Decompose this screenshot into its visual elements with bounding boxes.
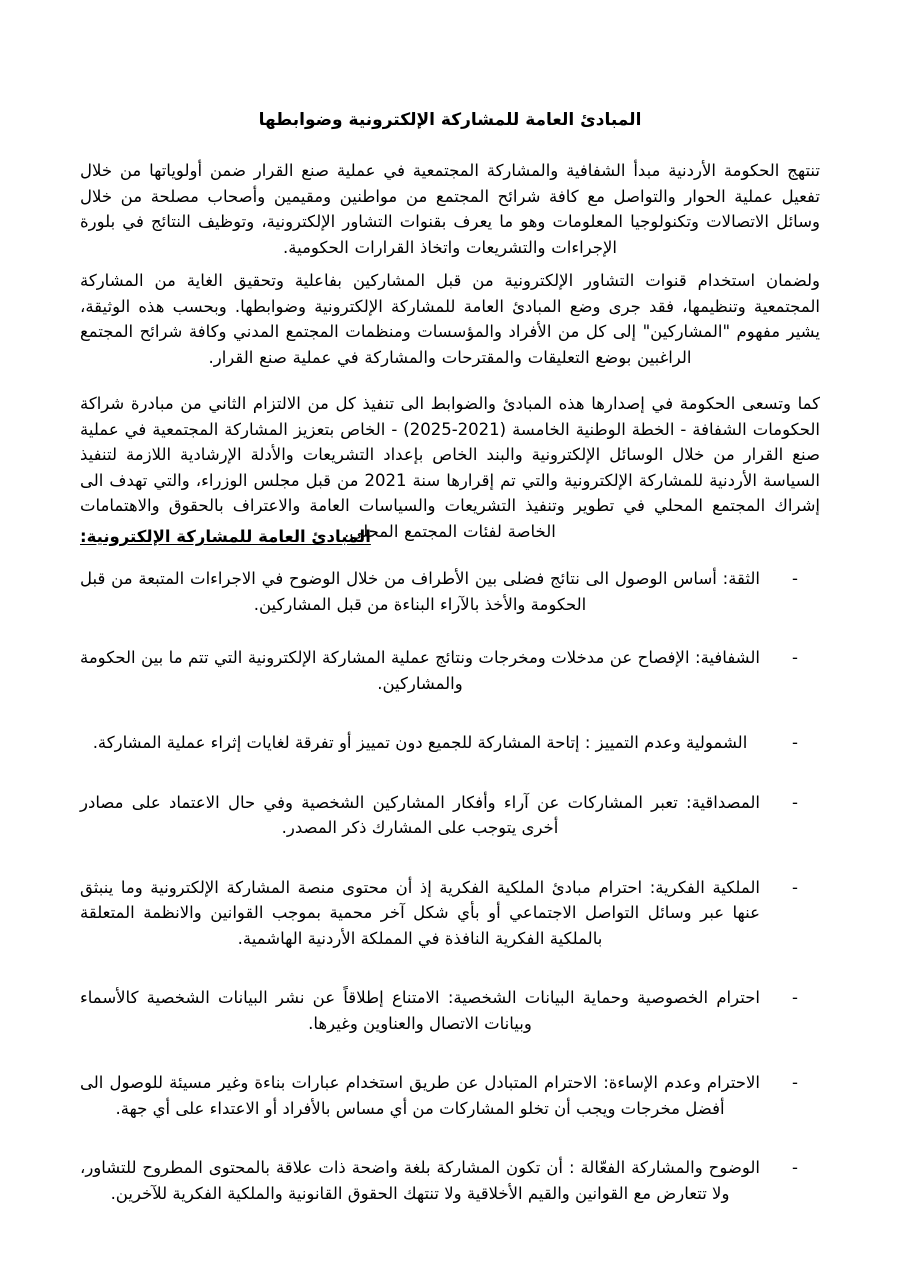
principle-respect: الاحترام وعدم الإساءة: الاحترام المتبادل عن طريق استخدام عبارات بناءة وغير مسيئة للوصول الى أفضل مخرجات ويجب أن تخلو المشاركات من أي مساس بالأفراد أو الاعتداء على أي جهة. [80, 1073, 760, 1118]
bullet-dash-icon: - [792, 877, 798, 897]
bullet-dash-icon: - [792, 648, 798, 667]
principle-trust: الثقة: أساس الوصول الى نتائج فضلى بين الأطراف من خلال الوضوح في الاجراءات المتبعة من قبل الحكومة والأخذ بالآراء البناءة من قبل المشاركين. [80, 569, 760, 614]
bullet-dash-icon: - [792, 1158, 798, 1177]
section-heading-text: المبادئ العامة للمشاركة الإلكترونية: [80, 527, 371, 546]
principle-privacy: احترام الخصوصية وحماية البيانات الشخصية: الامتناع إطلاقاً عن نشر البيانات الشخصية كالأسماء وبيانات الاتصال والعناوين وغيرها. [80, 988, 760, 1033]
bullet-dash-icon: - [792, 733, 798, 752]
list-item [80, 730, 820, 756]
page-title: المبادئ العامة للمشاركة الإلكترونية وضوابطها [258, 110, 642, 131]
paragraph-intro: تنتهج الحكومة الأردنية مبدأ الشفافية والمشاركة المجتمعية في عملية صنع القرار ضمن أولوياتها من خلال تفعيل عملية الحوار والتواصل مع كافة شرائح المجتمع من مواطنين ومقيمين وأصحاب مصلحة من خلال وسائل الاتصالات وتكنولوجيا المعلومات وهو ما يعرف بقنوات التشاور الإلكترونية، وتوظيف النتائج في بلورة الإجراءات والتشريعات واتخاذ القرارات الحكومية. [80, 161, 820, 257]
list-item [80, 875, 820, 952]
bullet-dash-icon: - [792, 988, 798, 1007]
principle-inclusiveness: الشمولية وعدم التمييز : إتاحة المشاركة للجميع دون تمييز أو تفرقة لغايات إثراء عملية المشاركة. [92, 733, 748, 752]
list-item [80, 645, 820, 696]
section-heading [80, 524, 820, 549]
paragraph-purpose: ولضمان استخدام قنوات التشاور الإلكترونية من قبل المشاركين بفاعلية وتحقيق الغاية من المشاركة المجتمعية وتنظيمها، فقد جرى وضع المبادئ العامة للمشاركة الإلكترونية وضوابطها. وبحسب هذه الوثيقة، يشير مفهوم "المشاركين" إلى كل من الأفراد والمؤسسات ومنظمات المجتمع المدني وكافة شرائح المجتمع الراغبين بوضع التعليقات والمقترحات والمشاركة في عملية صنع القرار. [80, 271, 820, 367]
paragraph-commitment: كما وتسعى الحكومة في إصدارها هذه المبادئ والضوابط الى تنفيذ كل من الالتزام الثاني من مبادرة شراكة الحكومات الشفافة - الخطة الوطنية الخامسة (2021-2025) - الخاص بتعزيز المشاركة المجتمعية في عملية صنع القرار من خلال الوسائل الإلكترونية والبند الخاص بإعداد التشريعات والأدلة الإرشادية اللازمة لتنفيذ السياسة الأردنية للمشاركة الإلكترونية والتي تم إقرارها سنة 2021 من قبل مجلس الوزراء، والتي تهدف الى إشراك المجتمع المحلي في تطوير وتنفيذ التشريعات والسياسات العامة والاعتراف بالحقوق والاهتمامات الخاصة لفئات المجتمع المحلي. [80, 394, 820, 541]
bullet-dash-icon: - [792, 569, 798, 588]
list-item [80, 985, 820, 1036]
list-item [80, 566, 820, 617]
principle-transparency: الشفافية: الإفصاح عن مدخلات ومخرجات ونتائج عملية المشاركة الإلكترونية التي تتم ما بين الحكومة والمشاركين. [80, 648, 760, 693]
principles-list [80, 566, 820, 1224]
principle-clarity: الوضوح والمشاركة الفعّالة : أن تكون المشاركة بلغة واضحة ذات علاقة بالمحتوى المطروح للتشاور، ولا تتعارض مع القوانين والقيم الأخلاقية ولا تنتهك الحقوق القانونية والملكية الفكرية للآخرين. [80, 1158, 760, 1203]
bullet-dash-icon: - [792, 1073, 798, 1092]
bullet-dash-icon: - [792, 792, 798, 812]
principle-intellectual-property: الملكية الفكرية: احترام مبادئ الملكية الفكرية إذ أن محتوى منصة المشاركة الإلكترونية وما ينبثق عنها عبر وسائل التواصل الاجتماعي أو بأي شكل آخر محمية بموجب القوانين والانظمة المتعلقة بالملكية الفكرية النافذة في المملكة الأردنية الهاشمية. [80, 877, 760, 948]
principle-credibility: المصداقية: تعبر المشاركات عن آراء وأفكار المشاركين الشخصية وفي حال الاعتماد على مصادر أخرى يتوجب على المشارك ذكر المصدر. [80, 792, 760, 837]
list-item [80, 790, 820, 841]
list-item [80, 1070, 820, 1121]
list-item [80, 1155, 820, 1206]
